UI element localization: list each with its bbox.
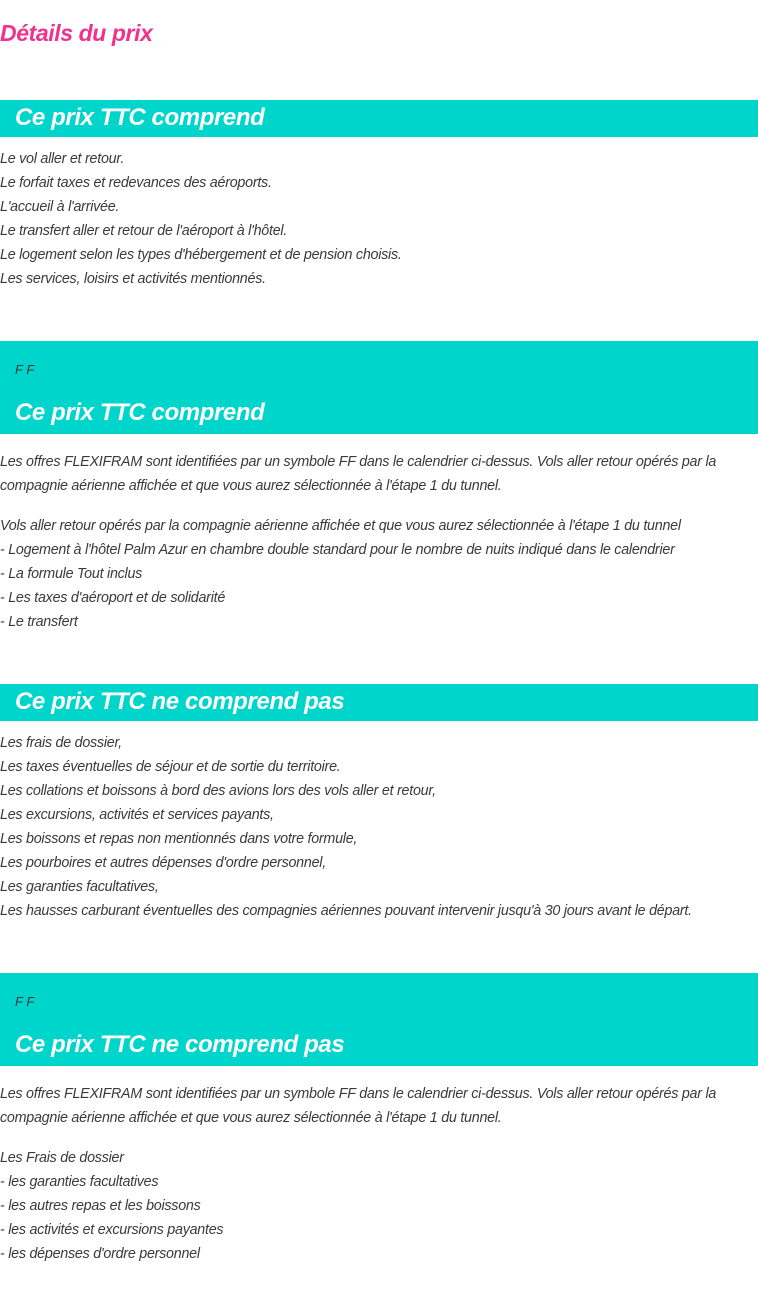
list-item: L'accueil à l'arrivée. [0,199,120,215]
intro-paragraph: Les offres FLEXIFRAM sont identifiées par un symbole FF dans le calendrier ci-dessus. Vols aller retour opérés par la compagnie aérienne affichée et que vous aurez sélectionnée à l'étape 1 du tunnel. [0,1086,717,1126]
list-item: Les hausses carburant éventuelles des compagnies aériennes pouvant intervenir jusqu'à 30 jours avant le départ. [0,903,692,919]
ff-badge: F F [15,362,35,377]
section-intro-included-flexifram [0,450,758,498]
section-title: Ce prix TTC comprend [15,104,265,131]
section-title: Ce prix TTC comprend [15,399,265,426]
list-item: Le vol aller et retour. [0,151,125,167]
list-item: Les excursions, activités et services payants, [0,807,274,823]
list-item: Les services, loisirs et activités mentionnés. [0,271,266,287]
list-item: Le logement selon les types d'hébergement et de pension choisis. [0,247,402,263]
list-item: Les collations et boissons à bord des avions lors des vols aller et retour, [0,783,436,799]
section-body-included-flexifram [0,514,758,634]
list-item: - les garanties facultatives [0,1174,159,1190]
section-body-not-included-flexifram [0,1146,758,1266]
section-title: Ce prix TTC ne comprend pas [15,1031,345,1058]
list-item: - les autres repas et les boissons [0,1198,201,1214]
list-item: Vols aller retour opérés par la compagnie aérienne affichée et que vous aurez sélectionnée à l'étape 1 du tunnel [0,518,681,534]
section-header-not-included-flexifram [0,973,758,1066]
list-item: Les taxes éventuelles de séjour et de sortie du territoire. [0,759,341,775]
page-title: Détails du prix [0,20,153,46]
section-header-not-included [0,684,758,721]
section-title: Ce prix TTC ne comprend pas [15,688,345,715]
section-body-included [0,147,758,291]
section-body-not-included [0,731,758,923]
section-intro-not-included-flexifram [0,1082,758,1130]
list-item: Le transfert aller et retour de l'aéroport à l'hôtel. [0,223,288,239]
list-item: - les dépenses d'ordre personnel [0,1246,200,1262]
list-item: - La formule Tout inclus [0,566,143,582]
list-item: - Les taxes d'aéroport et de solidarité [0,590,226,606]
list-item: Les pourboires et autres dépenses d'ordre personnel, [0,855,326,871]
list-item: - Le transfert [0,614,78,630]
ff-badge: F F [15,994,35,1009]
list-item: Les boissons et repas non mentionnés dans votre formule, [0,831,358,847]
list-item: - les activités et excursions payantes [0,1222,224,1238]
section-header-included-flexifram [0,341,758,434]
list-item: Le forfait taxes et redevances des aéroports. [0,175,272,191]
section-header-included [0,100,758,137]
list-item: Les frais de dossier, [0,735,122,751]
list-item: Les garanties facultatives, [0,879,159,895]
intro-paragraph: Les offres FLEXIFRAM sont identifiées par un symbole FF dans le calendrier ci-dessus. Vols aller retour opérés par la compagnie aérienne affichée et que vous aurez sélectionnée à l'étape 1 du tunnel. [0,454,717,494]
list-item: Les Frais de dossier [0,1150,124,1166]
list-item: - Logement à l'hôtel Palm Azur en chambre double standard pour le nombre de nuits indiqué dans le calendrier [0,542,675,558]
